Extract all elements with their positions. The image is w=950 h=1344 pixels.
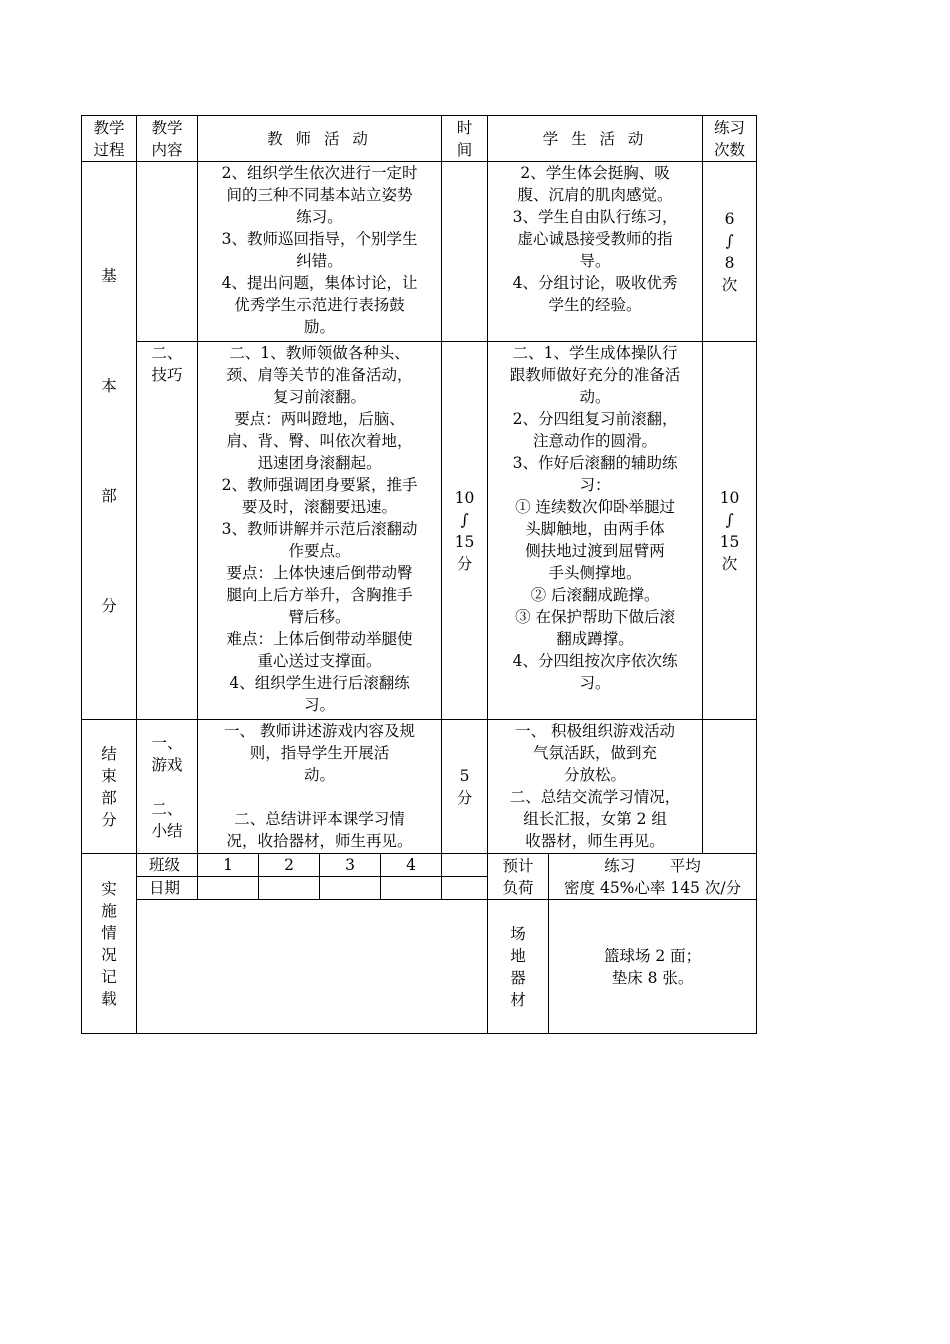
date-cell-1: [198, 877, 259, 900]
header-row: [82, 116, 757, 162]
basic-row2-student: 二、1、学生成体操队行 跟教师做好充分的准备活 动。 2、分四组复习前滚翻， 注意动作的圆滑。 3、作好后滚翻的辅助练 习： ① 连续数次仰卧举腿过 头脚触地，由两手体 侧扶地过渡到屈臂两 手头侧撑地。 ② 后滚翻成跪撑。 ③ 在保护帮助下做后滚 翻成蹲撑。 4、分四组按次序依次练 习。: [488, 342, 703, 720]
basic-row2-content: 二、 技巧: [137, 342, 198, 720]
basic-row2-reps: 10 ∫ 15 次: [703, 342, 757, 720]
record-class-row: [82, 854, 757, 877]
ending-time: 5 分: [442, 720, 488, 854]
header-content: 教学 内容: [137, 116, 198, 162]
class-number-3: 3: [320, 854, 381, 877]
class-number-1: 1: [198, 854, 259, 877]
venue-value: 篮球场 2 面； 垫床 8 张。: [549, 900, 757, 1034]
basic-row1-time: [442, 162, 488, 342]
header-teacher-activity: 教 师 活 动: [198, 116, 442, 162]
class-label: 班级: [137, 854, 198, 877]
lesson-plan-table: [81, 115, 757, 1034]
class-number-blank: [442, 854, 488, 877]
header-reps: 练习 次数: [703, 116, 757, 162]
ending-process-label: 结 束 部 分: [82, 720, 137, 854]
ending-reps: [703, 720, 757, 854]
ending-teacher: 一、 教师讲述游戏内容及规 则，指导学生开展活 动。 二、总结讲评本课学习情 况，收拾器材，师生再见。: [198, 720, 442, 854]
basic-row2-teacher: 二、1、教师领做各种头、 颈、肩等关节的准备活动， 复习前滚翻。 要点：两叫蹬地，后脑、 肩、背、臀、叫依次着地， 迅速团身滚翻起。 2、教师强调团身要紧，推手 要及时，滚翻要迅速。 3、教师讲解并示范后滚翻动 作要点。 要点：上体快速后倒带动臀 腿向上后方举升，含胸推手 臂后移。 难点：上体后倒带动举腿使 重心送过支撑面。 4、组织学生进行后滚翻练 习。: [198, 342, 442, 720]
date-cell-2: [259, 877, 320, 900]
date-cell-3: [320, 877, 381, 900]
basic-row-2: [82, 342, 757, 720]
date-label: 日期: [137, 877, 198, 900]
record-process-label: 实 施 情 况 记 载: [82, 854, 137, 1034]
record-notes-row: [82, 900, 757, 1034]
header-time: 时 间: [442, 116, 488, 162]
load-value: 练习 平均 密度 45%心率 145 次/分: [549, 854, 757, 900]
class-number-4: 4: [381, 854, 442, 877]
date-cell-4: [381, 877, 442, 900]
basic-row2-time: 10 ∫ 15 分: [442, 342, 488, 720]
load-label: 预计 负荷: [488, 854, 549, 900]
header-process: 教学 过程: [82, 116, 137, 162]
basic-row1-teacher: 2、组织学生依次进行一定时 间的三种不同基本站立姿势 练习。 3、教师巡回指导，个别学生 纠错。 4、提出问题，集体讨论，让 优秀学生示范进行表扬鼓 励。: [198, 162, 442, 342]
basic-row1-content: [137, 162, 198, 342]
header-student-activity: 学 生 活 动: [488, 116, 703, 162]
basic-row1-reps: 6 ∫ 8 次: [703, 162, 757, 342]
date-cell-blank: [442, 877, 488, 900]
venue-label: 场 地 器 材: [488, 900, 549, 1034]
class-number-2: 2: [259, 854, 320, 877]
ending-content: 一、 游戏 二、 小结: [137, 720, 198, 854]
basic-row1-student: 2、学生体会挺胸、吸 腹、沉肩的肌肉感觉。 3、学生自由队行练习， 虚心诚恳接受教师的指 导。 4、分组讨论，吸收优秀 学生的经验。: [488, 162, 703, 342]
record-notes-area: [137, 900, 488, 1034]
ending-row: [82, 720, 757, 854]
basic-process-label: 基 本 部 分: [82, 162, 137, 720]
basic-row-1: [82, 162, 757, 342]
ending-student: 一、 积极组织游戏活动 气氛活跃，做到充 分放松。 二、总结交流学习情况， 组长汇报，女第 2 组 收器材，师生再见。: [488, 720, 703, 854]
